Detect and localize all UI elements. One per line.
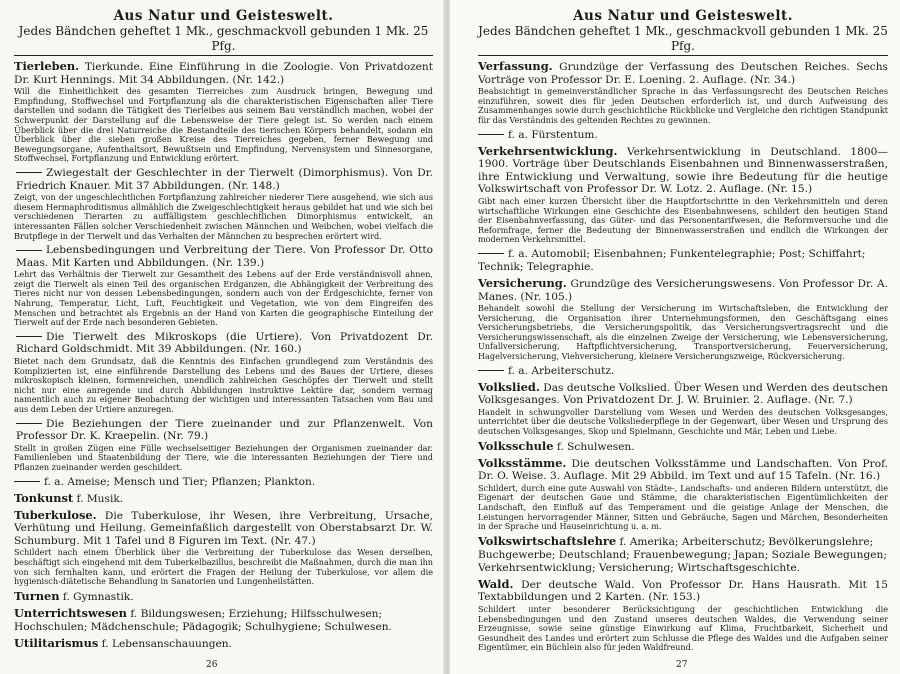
entry-description: Handelt in schwungvoller Darstellung vom Wesen und Werden des deutschen Volksgesanges, unterrichtet über die deutsche Volksliederpflege in der Gegenwart, über Wesen und Ursprung des deutschen Volksgesanges, Skop und Spielmann, Geschichte und Mär, Leben und Liebe. [478, 406, 888, 437]
entry-heading [14, 492, 433, 506]
ditto-dash [16, 336, 42, 337]
catalog-entry [14, 244, 433, 328]
entry-description: Schildert, durch eine gute Auswahl von Städte-, Landschafts- und anderen Bildern unterstützt, die Eigenart der deutschen Gaue und Stämme, die charakteristischen Eigentümlichkeiten der Landschaft, den Einfluß auf das Temperament und die geistige Anlage der Menschen, die Leistungen hervorragender Männer, Sitten und Gebräuche, Sagen und Märchen, Besonderheiten in der Sprache und Hauseinrichtung u. a. m. [478, 482, 888, 532]
catalog-entry [14, 418, 433, 473]
entry-heading [14, 637, 433, 651]
ditto-dash [478, 253, 504, 254]
ditto-dash [478, 134, 504, 135]
price-line: Jedes Bändchen geheftet 1 Mk., geschmackvoll gebunden 1 Mk. 25 Pfg. [18, 24, 429, 53]
cross-reference [478, 440, 888, 454]
entry-heading [478, 535, 888, 575]
entry-text: Zwiegestalt der Geschlechter in der Tierwelt (Dimorphismus). Von Dr. Friedrich Knauer. Mit 37 Abbildungen. (Nr. 148.) [16, 166, 433, 192]
entry-heading [478, 457, 888, 483]
entry-keyword: Versicherung. [478, 275, 567, 290]
entry-text: Der deutsche Wald. Von Professor Dr. Hans Hausrath. Mit 15 Textabbildungen und 2 Karten. (Nr. 153.) [478, 578, 888, 604]
entry-text: f. a. Fürstentum. [508, 128, 598, 141]
entry-text: Tierkunde. Eine Einführung in die Zoologie. Von Privatdozent Dr. Kurt Hennings. Mit 34 Abbildungen. (Nr. 142.) [14, 61, 433, 86]
catalog-entry [478, 457, 888, 532]
entry-heading [478, 277, 888, 303]
entry-text: f. Bildungswesen; Erziehung; Hilfsschulwesen; Hochschulen; Mädchenschule; Pädagogik; Schulhygiene; Schulwesen. [14, 607, 392, 633]
entry-text: Die Tierwelt des Mikroskops (die Urtiere). Von Privatdozent Dr. Richard Goldschmidt. Mit 39 Abbildungen. (Nr. 160.) [16, 330, 433, 356]
entry-heading [478, 578, 888, 604]
entry-keyword: Volkswirtschaftslehre [478, 533, 617, 548]
cross-reference [14, 607, 433, 634]
cross-reference [14, 590, 433, 604]
entry-description: Beabsichtigt in gemeinverständlicher Sprache in das Verfassungsrecht des Deutschen Reiches einzuführen, soweit dies für jeden Deutschen erforderlich ist, und durch Aufweisung des Zusammenhanges sowie durch geschichtliche Rückblicke und Vergleiche den richtigen Standpunkt für das Verständnis des geltenden Rechtes zu gewinnen. [478, 86, 888, 125]
entry-heading [478, 145, 888, 196]
entry-description: Zeigt, von der ungeschlechtlichen Fortpflanzung zahlreicher niederer Tiere ausgehend, wie sich aus diesem Hermaphroditismus allmählich die Zweigeschlechtigkeit heraus gebildet hat und wie sich bei verschiedenen Tierarten zu auffälligstem geschlechtlichen Dimorphismus entwickelt, an interessanten Fällen solcher Verschiedenheit zwischen Männchen und Weibchen, wobei vielfach die Brutpflege in der Tierwelt und das Verhalten der Männchen zu besprechen erörtert wird. [14, 192, 433, 241]
entry-text: Die Tuberkulose, ihr Wesen, ihre Verbreitung, Ursache, Verhütung und Heilung. Gemeinfaßlich dargestellt von Oberstabsarzt Dr. W. Schumburg. Mit 1 Tafel und 8 Figuren im Text. (Nr. 47.) [14, 509, 433, 547]
entry-keyword: Tonkunst [14, 490, 74, 505]
entry-heading [14, 590, 433, 604]
entry-heading [478, 440, 888, 454]
entry-heading [14, 418, 433, 443]
catalog-entry [478, 60, 888, 126]
entry-text: Verkehrsentwicklung in Deutschland. 1800—1900. Vorträge über Deutschlands Eisenbahnen und Binnenwasserstraßen, ihre Entwicklung und Verwaltung, sowie ihre Bedeutung für die heutige Volkswirtschaft von Professor Dr. W. Lotz. 2. Auflage. (Nr. 15.) [478, 145, 888, 196]
cross-reference [478, 365, 888, 378]
price-line: Jedes Bändchen geheftet 1 Mk., geschmackvoll gebunden 1 Mk. 25 Pfg. [478, 24, 888, 53]
entry-list [478, 60, 888, 653]
entry-heading [478, 248, 888, 274]
catalog-entry [14, 509, 433, 587]
entry-heading [14, 244, 433, 269]
entry-keyword: Volksschule [478, 438, 554, 453]
entry-keyword: Utilitarismus [14, 635, 99, 650]
header-rule [14, 55, 433, 56]
entry-keyword: Volkslied. [478, 379, 540, 394]
catalog-entry [478, 277, 888, 362]
ditto-dash [478, 370, 504, 371]
page-number: 27 [676, 660, 688, 670]
entry-heading [14, 167, 433, 192]
entry-heading [478, 129, 888, 142]
entry-list [14, 60, 433, 651]
catalog-entry [14, 167, 433, 241]
entry-heading [14, 607, 433, 634]
entry-keyword: Verkehrsentwicklung. [478, 143, 618, 158]
entry-text: f. Schulwesen. [553, 440, 635, 453]
entry-text: Die Beziehungen der Tiere zueinander und zur Pflanzenwelt. Von Professor Dr. K. Kraepelin. (Nr. 79.) [16, 417, 433, 443]
entry-text: f. Gymnastik. [59, 590, 134, 603]
entry-heading [14, 60, 433, 86]
running-title: Aus Natur und Geisteswelt. [573, 8, 793, 24]
entry-keyword: Verfassung. [478, 59, 553, 73]
ditto-dash [16, 250, 42, 251]
entry-description: Stellt in großen Zügen eine Fülle wechselseitiger Beziehungen der Organismen zueinander dar. Familienleben und Staatenbildung der Tiere, wie die interessanten Beziehungen der Tiere und Pflanzen zueinander werden geschildert. [14, 442, 433, 472]
cross-reference [14, 476, 433, 489]
entry-heading [14, 331, 433, 356]
catalog-entry [14, 60, 433, 164]
entry-description: Gibt nach einer kurzen Übersicht über die Hauptfortschritte in den Verkehrsmitteln und deren wirtschaftliche Wirkungen eine Geschichte des Eisenbahnwesens, schildert den heutigen Stand der Eisenbahnverfassung, das Güter- und das Personentarifwesen, die Reformversuche und die Reformfrage, ferner die Bedeutung der Binnenwasserstraßen und endlich die Wirkungen der modernen Verkehrsmittel. [478, 195, 888, 245]
catalog-entry [478, 578, 888, 653]
catalog-entry [478, 145, 888, 245]
right-page [450, 0, 900, 674]
entry-text: f. Lebensanschauungen. [98, 637, 232, 650]
entry-description: Behandelt sowohl die Stellung der Versicherung im Wirtschaftsleben, die Entwicklung der Versicherung, die Organisation ihrer Unternehmungsformen, den Geschäftsgang eines Versicherungsbetriebs, die Versicherungspolitik, das Versicherungsvertragsrecht und die Versicherungswissenschaft, als die einzelnen Zweige der Versicherung, wie Lebensversicherung, Unfallversicherung, Haftpflichtversicherung, Transportversicherung, Feuerversicherung, Hagelversicherung, Viehversicherung, kleinere Versicherungszweige, Rückversicherung. [478, 303, 888, 362]
running-title: Aus Natur und Geisteswelt. [113, 8, 334, 24]
entry-keyword: Unterrichtswesen [14, 605, 127, 620]
entry-text: Grundzüge des Versicherungswesens. Von Professor Dr. A. Manes. (Nr. 105.) [478, 277, 888, 303]
cross-reference [478, 248, 888, 274]
entry-keyword: Tuberkulose. [14, 507, 97, 522]
left-page-content [14, 8, 433, 654]
entry-text: f. Amerika; Arbeiterschutz; Bevölkerungslehre; Buchgewerbe; Deutschland; Frauenbewegung; Japan; Soziale Bewegungen; Verkehrsentwicklung; Versicherung; Wirtschaftsgeschichte. [478, 535, 887, 574]
entry-text: f. Musik. [73, 492, 124, 505]
ditto-dash [14, 481, 40, 482]
entry-text: f. a. Ameise; Mensch und Tier; Pflanzen; Plankton. [44, 475, 316, 488]
ditto-dash [16, 172, 42, 173]
entry-heading [478, 60, 888, 86]
entry-keyword: Volksstämme. [478, 455, 567, 470]
cross-reference [14, 492, 433, 506]
entry-description: Schildert unter besonderer Berücksichtigung der geschichtlichen Entwicklung die Lebensbedingungen und den Zustand unseres deutschen Waldes, die Verwendung seiner Erzeugnisse, sowie seine günstige Einwirkung auf Klima, Fruchtbarkeit, Sicherheit und Gesundheit des Landes und erörtert zum Schlusse die Pflege des Waldes und die Aufgaben seiner Eigentümer, ein Büchlein also für jeden Waldfreund. [478, 603, 888, 653]
entry-heading [14, 476, 433, 489]
left-page [0, 0, 445, 674]
catalog-entry [14, 331, 433, 415]
entry-text: Das deutsche Volkslied. Über Wesen und Werden des deutschen Volksgesanges. Von Privatdozent Dr. J. W. Bruinier. 2. Auflage. (Nr. 7.) [478, 381, 888, 407]
entry-keyword: Turnen [14, 588, 60, 603]
header-rule [478, 55, 888, 56]
entry-text: f. a. Automobil; Eisenbahnen; Funkentelegraphie; Post; Schiffahrt; Technik; Telegraphie. [478, 247, 866, 273]
ditto-dash [16, 423, 42, 424]
entry-text: f. a. Arbeiterschutz. [508, 364, 615, 377]
entry-keyword: Wald. [478, 576, 514, 591]
entry-text: Die deutschen Volksstämme und Landschaften. Von Prof. Dr. O. Weise. 3. Auflage. Mit 29 Abbild. im Text und auf 15 Tafeln. (Nr. 16.) [478, 457, 888, 483]
cross-reference [478, 129, 888, 142]
entry-keyword: Tierleben. [14, 59, 80, 73]
entry-description: Lehrt das Verhältnis der Tierwelt zur Gesamtheit des Lebens auf der Erde verständnisvoll ahnen, zeigt die Tierwelt als einen Teil des organischen Erdganzen, die Abhängigkeit der Verbreitung des Tieres nicht nur von dessen Lebensbedingungen, sondern auch von der Erdgeschichte, ferner von Nahrung, Temperatur, Licht, Luft, Feuchtigkeit und Vegetation, wie von dem Eingreifen des Menschen und betrachtet als Ergebnis an der Hand von Karten die geographische Einteilung der Tierwelt auf der Erde nach besonderen Gebieten. [14, 269, 433, 328]
entry-heading [14, 509, 433, 548]
entry-heading [478, 381, 888, 407]
page-number: 26 [206, 660, 218, 670]
entry-text: Grundzüge der Verfassung des Deutschen Reiches. Sechs Vorträge von Professor Dr. E. Loening. 2. Auflage. (Nr. 34.) [478, 61, 888, 86]
cross-reference [478, 535, 888, 575]
entry-text: Lebensbedingungen und Verbreitung der Tiere. Von Professor Dr. Otto Maas. Mit Karten und Abbildungen. (Nr. 139.) [16, 244, 433, 269]
entry-description: Bietet nach dem Grundsatz, daß die Kenntnis des Einfachen grundlegend zum Verständnis des Komplizierten ist, eine einführende Darstellung des Lebens und des Baues der Urtiere, dieses mikroskopisch kleinen, formenreichen, unendlich zahlreichen Geschöpfes der Tierwelt und stellt nicht nur eine anregende und durch Abbildungen instruktive Lektüre dar, sondern vermag namentlich auch zu eigener Beobachtung der wichtigen und interessanten Tatsachen vom Bau und aus dem Leben der Urtiere anzuregen. [14, 356, 433, 414]
cross-reference [14, 637, 433, 651]
right-page-content [478, 8, 888, 654]
entry-description: Schildert nach einem Überblick über die Verbreitung der Tuberkulose das Wesen derselben, beschäftigt sich eingehend mit dem Tuberkelbazillus, beschreibt die Maßnahmen, durch die man ihn von sich fernhalten kann, und erörtert die Fragen der Heilung der Tuberkulose, vor allem die hygienisch-diätetische Behandlung in Sanatorien und Lungenheilstätten. [14, 547, 433, 587]
catalog-entry [478, 381, 888, 437]
entry-heading [478, 365, 888, 378]
entry-description: Will die Einheitlichkeit des gesamten Tierreiches zum Ausdruck bringen, Bewegung und Empfindung, Stoffwechsel und Fortpflanzung als die charakteristischen Eigenschaften aller Tiere darstellen und sodann die Tätigkeit des Tierleibes aus seinem Bau verständlich machen, wobei der Schwerpunkt der Darstellung auf die Lebensweise der Tiere gelegt ist. So werden nach einem Überblick über die drei Naturreiche die Bestandteile des tierischen Körpers behandelt, sodann ein Überblick über die sieben großen Kreise des Tierreiches gegeben, ferner Bewegung und Bewegungsorgane, Aufenthaltsort, Bewußtsein und Empfindung, Nervensystem und Sinnesorgane, Stoffwechsel, Fortpflanzung und Entwicklung erörtert. [14, 86, 433, 164]
